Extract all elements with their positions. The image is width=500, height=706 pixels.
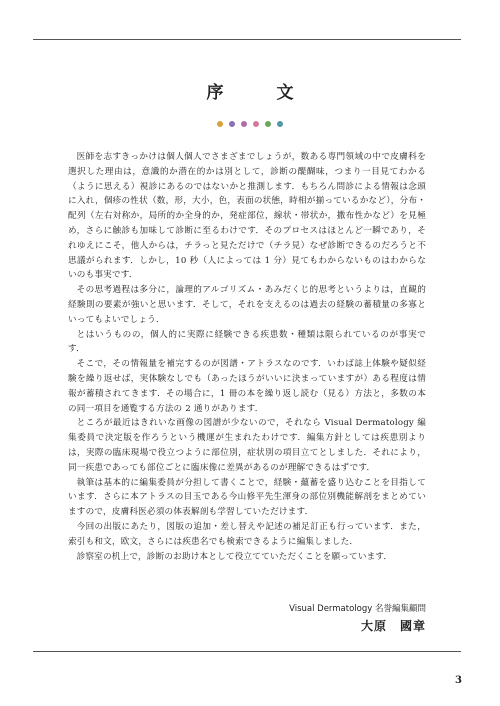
author-role: Visual Dermatology 名誉編集顧問 (289, 604, 426, 614)
top-rule (33, 39, 461, 40)
paragraph: その思考過程は多分に，論理的アルゴリズム・あみだくじ的思考というよりは，直観的経験則の要素が強いと思います．そして，それを支えるのは過去の経験の蓄積量の多寡といってもよいでしょう． (68, 285, 426, 325)
paragraph: 診察室の机上で，診断のお助け本として役立てていただくことを願っています． (76, 551, 393, 562)
paragraph: とはいうものの，個人的に実際に経験できる疾患数・種類は限られているのが事実です． (68, 329, 426, 355)
paragraph: 医師を志すきっかけは個人個人でさまざまでしょうが，数ある専門領域の中で皮膚科を選択した理由は，意識的か潜在的かは別として，診断の醍醐味，つまり一目見てわかる（ように思える）視診にあるのではないかと推測します．もちろん問診による情報は念頭に入れ，個疹の性状（数，形，大小，色，表面の状態，時相が揃っているかなど），分布・配列（左右対称か，局所的か全身的か，発症部位，線状・帯状か，撒布性かなど）を見極め，さらに触診も加味して診断に至るわけです．そのプロセスはほとんど一瞬であり，それゆえにこそ，他人からは，チラっと見ただけで（チラ見）なぜ診断できるのだろうと不思議がられます．しかし，10 秒（人によっては 1 分）見てもわからないものはわからないのも事実です． (68, 152, 426, 281)
dot-4 (253, 121, 259, 127)
page-title: 序 文 (206, 83, 312, 103)
dot-2 (229, 121, 235, 127)
paragraph: そこで，その情報量を補完するのが図譜・アトラスなのです．いわば誌上体験や疑似経験を繰り返せば，実体験なしでも（あったほうがいいに決まっていますが）ある程度は情報が蓄積されてきます．その場合に，1 冊の本を繰り返し読む（見る）方法と，多数の本の同一項目を通覧する方法の 2 通りがあります． (68, 359, 426, 414)
decorative-dots (0, 121, 500, 127)
dot-5 (265, 121, 271, 127)
dot-3 (241, 121, 247, 127)
signature-block (289, 602, 426, 634)
dot-1 (217, 121, 223, 127)
author-name: 大原 國章 (360, 619, 426, 633)
preface-body (68, 150, 426, 564)
paragraph: 今回の出版にあたり，図版の追加・差し替えや記述の補足訂正も行っています．また，索引も和文，欧文，さらには疾患名でも検索できるように編集しました． (68, 521, 426, 547)
paragraph: ところが最近はきれいな画像の図譜が少ないので，それなら Visual Dermatology 編集委員で決定版を作ろうという機運が生まれたわけです．編集方針としては疾患別よりは，実際の臨床現場で役立つように部位別，症状別の項目立てとしました．それにより，同一疾患であっても部位ごとに臨床像に差異があるのが理解できるはずです． (68, 418, 426, 473)
bottom-rule (33, 651, 461, 652)
paragraph: 執筆は基本的に編集委員が分担して書くことで，経験・蘊蓄を盛り込むことを目指しています．さらに本アトラスの目玉である今山修平先生渾身の部位別機能解剖をまとめていますので，皮膚科医必須の体表解剖も学習していただけます． (68, 477, 426, 518)
dot-6 (277, 121, 283, 127)
page-number: 3 (455, 675, 462, 686)
